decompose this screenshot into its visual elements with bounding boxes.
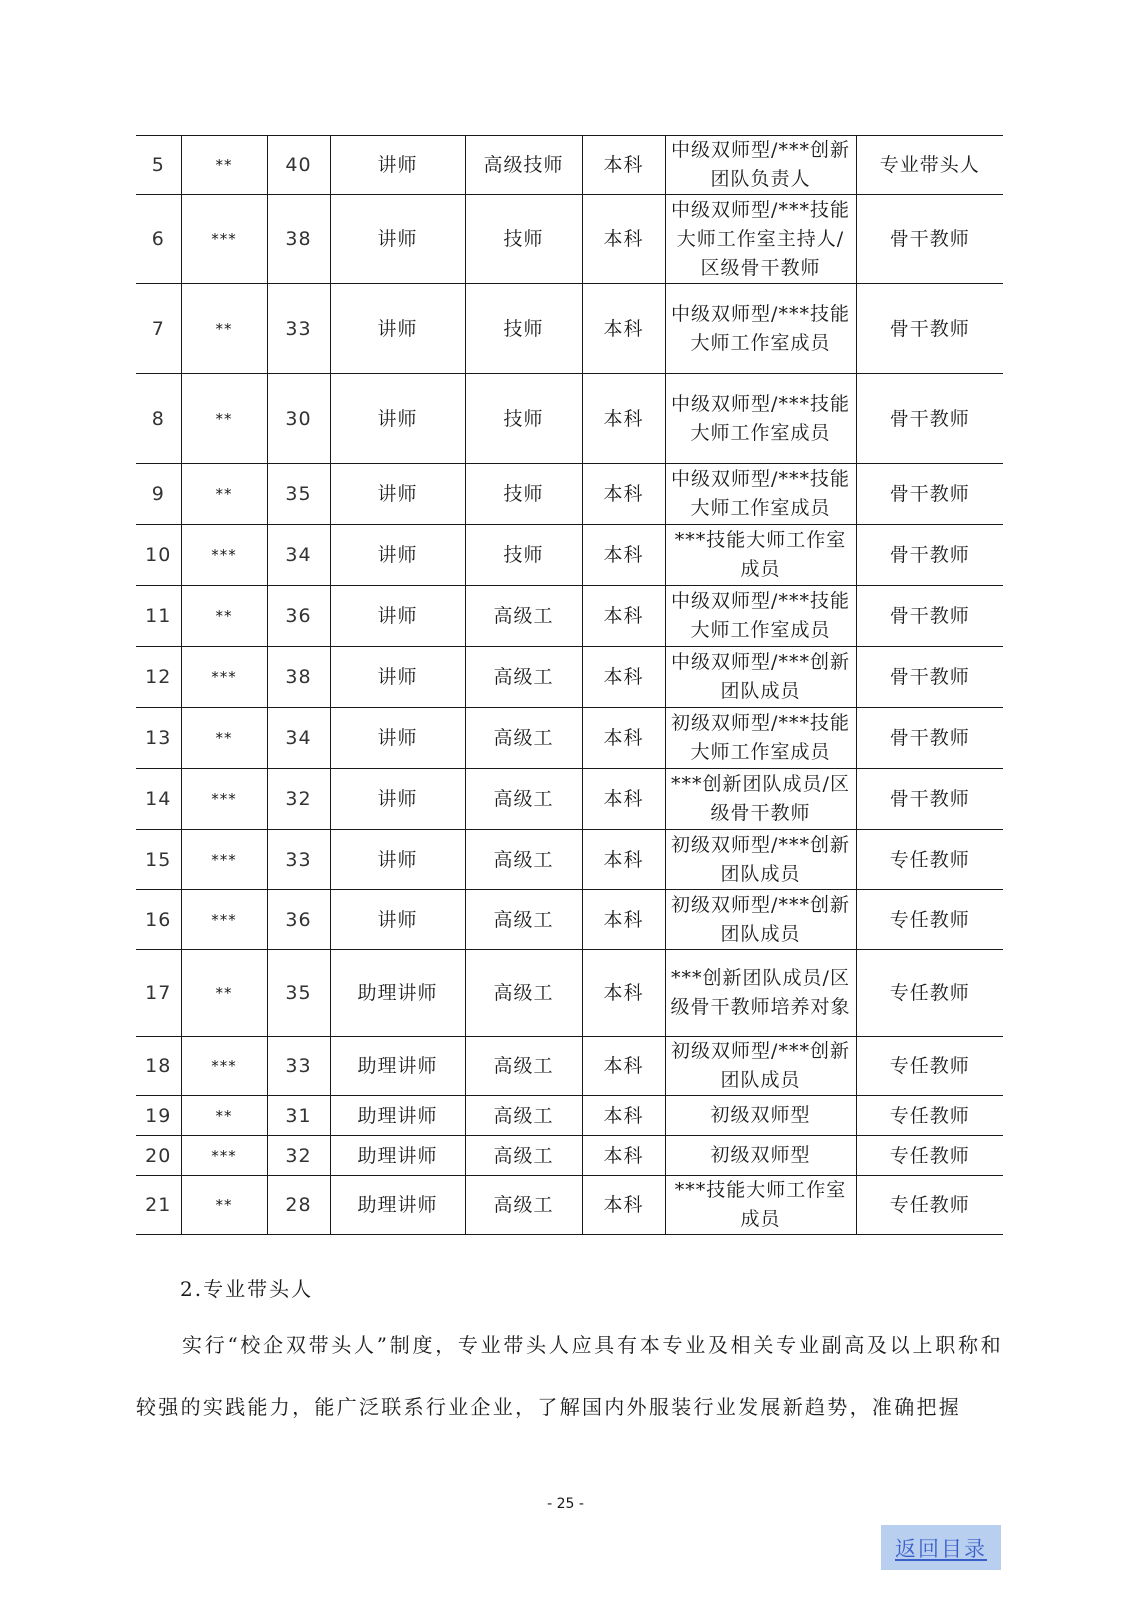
row-role: 骨干教师 <box>856 586 1003 647</box>
row-skill-level: 技师 <box>465 374 582 464</box>
row-education: 本科 <box>582 284 665 374</box>
row-note: 中级双师型/***技能大师工作室成员 <box>665 284 856 374</box>
row-name: ** <box>181 284 267 374</box>
row-age: 32 <box>267 1136 330 1176</box>
row-title: 助理讲师 <box>330 1136 465 1176</box>
row-education: 本科 <box>582 374 665 464</box>
row-number: 19 <box>136 1096 181 1136</box>
section-heading: 2.专业带头人 <box>180 1277 314 1301</box>
row-age: 38 <box>267 647 330 708</box>
row-role: 专任教师 <box>856 1136 1003 1176</box>
row-title: 讲师 <box>330 284 465 374</box>
row-note: 中级双师型/***创新团队负责人 <box>665 136 856 195</box>
row-title: 讲师 <box>330 830 465 890</box>
row-name: *** <box>181 890 267 950</box>
table-row <box>136 950 1003 1037</box>
row-name: *** <box>181 195 267 284</box>
row-title: 讲师 <box>330 647 465 708</box>
table-row <box>136 195 1003 284</box>
row-number: 8 <box>136 374 181 464</box>
row-title: 助理讲师 <box>330 1176 465 1235</box>
row-name: *** <box>181 830 267 890</box>
row-age: 32 <box>267 769 330 830</box>
row-role: 专任教师 <box>856 1037 1003 1096</box>
row-name: ** <box>181 708 267 769</box>
row-note: ***技能大师工作室成员 <box>665 525 856 586</box>
row-number: 17 <box>136 950 181 1037</box>
row-number: 10 <box>136 525 181 586</box>
row-title: 讲师 <box>330 890 465 950</box>
row-education: 本科 <box>582 136 665 195</box>
table-row <box>136 464 1003 525</box>
row-education: 本科 <box>582 464 665 525</box>
row-education: 本科 <box>582 195 665 284</box>
row-skill-level: 高级工 <box>465 890 582 950</box>
row-age: 28 <box>267 1176 330 1235</box>
row-skill-level: 高级工 <box>465 950 582 1037</box>
row-age: 36 <box>267 890 330 950</box>
row-title: 助理讲师 <box>330 950 465 1037</box>
row-note: ***创新团队成员/区级骨干教师 <box>665 769 856 830</box>
table-row <box>136 136 1003 195</box>
row-number: 16 <box>136 890 181 950</box>
row-name: ** <box>181 374 267 464</box>
row-note: 初级双师型/***创新团队成员 <box>665 890 856 950</box>
row-age: 33 <box>267 284 330 374</box>
row-title: 讲师 <box>330 525 465 586</box>
row-note: 中级双师型/***创新团队成员 <box>665 647 856 708</box>
row-name: *** <box>181 1037 267 1096</box>
row-education: 本科 <box>582 586 665 647</box>
row-number: 11 <box>136 586 181 647</box>
row-note: 初级双师型 <box>665 1096 856 1136</box>
row-education: 本科 <box>582 1037 665 1096</box>
table-row <box>136 769 1003 830</box>
row-note: 中级双师型/***技能大师工作室主持人/区级骨干教师 <box>665 195 856 284</box>
row-note: ***技能大师工作室成员 <box>665 1176 856 1235</box>
staff-table-body <box>136 136 1003 1235</box>
table-row <box>136 374 1003 464</box>
row-skill-level: 高级工 <box>465 647 582 708</box>
row-number: 6 <box>136 195 181 284</box>
row-name: ** <box>181 1096 267 1136</box>
row-role: 骨干教师 <box>856 374 1003 464</box>
row-name: *** <box>181 769 267 830</box>
row-number: 21 <box>136 1176 181 1235</box>
row-education: 本科 <box>582 830 665 890</box>
page-number: - 25 - <box>547 1496 584 1512</box>
row-age: 34 <box>267 525 330 586</box>
row-title: 助理讲师 <box>330 1037 465 1096</box>
row-role: 骨干教师 <box>856 464 1003 525</box>
row-skill-level: 技师 <box>465 464 582 525</box>
row-number: 9 <box>136 464 181 525</box>
row-role: 骨干教师 <box>856 284 1003 374</box>
row-education: 本科 <box>582 890 665 950</box>
row-name: *** <box>181 1136 267 1176</box>
table-row <box>136 1096 1003 1136</box>
row-number: 18 <box>136 1037 181 1096</box>
row-number: 7 <box>136 284 181 374</box>
row-note: 中级双师型/***技能大师工作室成员 <box>665 374 856 464</box>
row-skill-level: 高级工 <box>465 769 582 830</box>
row-age: 36 <box>267 586 330 647</box>
row-education: 本科 <box>582 1096 665 1136</box>
row-skill-level: 高级工 <box>465 586 582 647</box>
row-age: 34 <box>267 708 330 769</box>
row-title: 讲师 <box>330 136 465 195</box>
row-role: 专任教师 <box>856 830 1003 890</box>
table-row <box>136 284 1003 374</box>
row-skill-level: 技师 <box>465 284 582 374</box>
row-age: 30 <box>267 374 330 464</box>
row-number: 5 <box>136 136 181 195</box>
row-age: 35 <box>267 464 330 525</box>
row-education: 本科 <box>582 1136 665 1176</box>
row-title: 讲师 <box>330 195 465 284</box>
table-row <box>136 890 1003 950</box>
row-title: 讲师 <box>330 769 465 830</box>
row-education: 本科 <box>582 708 665 769</box>
table-row <box>136 1037 1003 1096</box>
row-skill-level: 高级工 <box>465 1037 582 1096</box>
row-name: ** <box>181 950 267 1037</box>
row-role: 骨干教师 <box>856 525 1003 586</box>
row-role: 骨干教师 <box>856 708 1003 769</box>
table-row <box>136 586 1003 647</box>
row-name: *** <box>181 647 267 708</box>
row-title: 讲师 <box>330 464 465 525</box>
row-number: 14 <box>136 769 181 830</box>
row-name: *** <box>181 525 267 586</box>
row-skill-level: 高级工 <box>465 830 582 890</box>
row-skill-level: 技师 <box>465 195 582 284</box>
row-skill-level: 技师 <box>465 525 582 586</box>
row-role: 专任教师 <box>856 1176 1003 1235</box>
table-row <box>136 525 1003 586</box>
row-skill-level: 高级工 <box>465 1176 582 1235</box>
row-note: 初级双师型/***创新团队成员 <box>665 830 856 890</box>
row-name: ** <box>181 1176 267 1235</box>
section-paragraph: 实行“校企双带头人”制度，专业带头人应具有本专业及相关专业副高及以上职称和较强的实践能力，能广泛联系行业企业，了解国内外服装行业发展新趋势，准确把握 <box>136 1333 1003 1419</box>
row-role: 骨干教师 <box>856 195 1003 284</box>
row-note: 初级双师型/***技能大师工作室成员 <box>665 708 856 769</box>
table-row <box>136 647 1003 708</box>
row-role: 专任教师 <box>856 890 1003 950</box>
row-note: 初级双师型 <box>665 1136 856 1176</box>
row-age: 31 <box>267 1096 330 1136</box>
row-skill-level: 高级工 <box>465 1136 582 1176</box>
row-name: ** <box>181 464 267 525</box>
row-note: 中级双师型/***技能大师工作室成员 <box>665 586 856 647</box>
row-role: 骨干教师 <box>856 769 1003 830</box>
back-to-contents-link[interactable]: 返回目录 <box>881 1525 1001 1570</box>
row-skill-level: 高级工 <box>465 1096 582 1136</box>
row-number: 20 <box>136 1136 181 1176</box>
row-name: ** <box>181 586 267 647</box>
row-role: 专业带头人 <box>856 136 1003 195</box>
row-education: 本科 <box>582 1176 665 1235</box>
row-skill-level: 高级技师 <box>465 136 582 195</box>
row-number: 12 <box>136 647 181 708</box>
row-age: 33 <box>267 1037 330 1096</box>
row-title: 讲师 <box>330 708 465 769</box>
row-title: 讲师 <box>330 586 465 647</box>
row-role: 骨干教师 <box>856 647 1003 708</box>
row-age: 38 <box>267 195 330 284</box>
table-row <box>136 708 1003 769</box>
row-name: ** <box>181 136 267 195</box>
table-row <box>136 1176 1003 1235</box>
row-education: 本科 <box>582 647 665 708</box>
row-age: 33 <box>267 830 330 890</box>
row-note: 初级双师型/***创新团队成员 <box>665 1037 856 1096</box>
row-age: 35 <box>267 950 330 1037</box>
table-row <box>136 1136 1003 1176</box>
row-title: 助理讲师 <box>330 1096 465 1136</box>
row-age: 40 <box>267 136 330 195</box>
staff-table <box>136 135 1003 1235</box>
row-education: 本科 <box>582 769 665 830</box>
row-skill-level: 高级工 <box>465 708 582 769</box>
row-role: 专任教师 <box>856 950 1003 1037</box>
row-education: 本科 <box>582 525 665 586</box>
row-number: 13 <box>136 708 181 769</box>
row-note: ***创新团队成员/区级骨干教师培养对象 <box>665 950 856 1037</box>
row-note: 中级双师型/***技能大师工作室成员 <box>665 464 856 525</box>
row-number: 15 <box>136 830 181 890</box>
row-title: 讲师 <box>330 374 465 464</box>
row-education: 本科 <box>582 950 665 1037</box>
table-row <box>136 830 1003 890</box>
row-role: 专任教师 <box>856 1096 1003 1136</box>
